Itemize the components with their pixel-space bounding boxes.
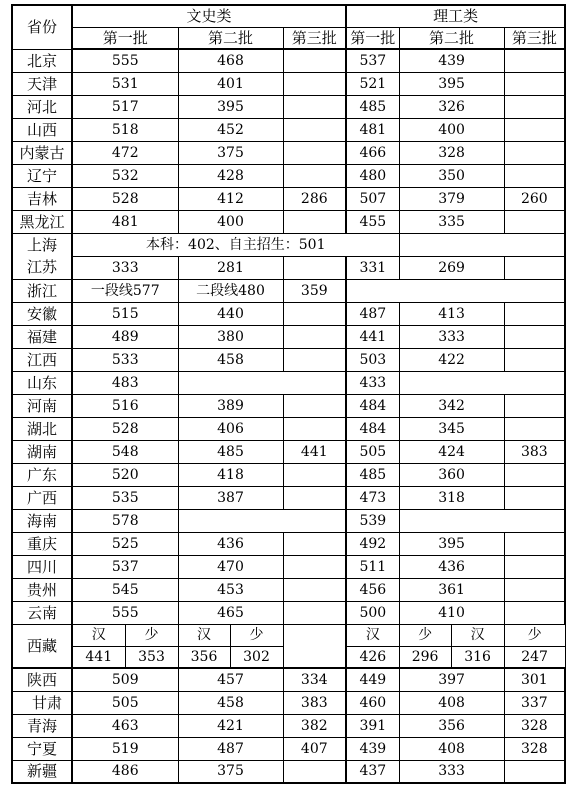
table-row-r1-6	[12, 187, 565, 210]
wenshi-batch3-score	[283, 578, 346, 601]
wenshi-batch1-score: 535	[72, 486, 178, 509]
table-row-r1-1	[12, 72, 565, 95]
province-name: 天津	[12, 72, 72, 95]
ligong-batch3-score	[504, 463, 565, 486]
ligong-batch1-score: 331	[346, 256, 399, 279]
ligong-batch2-score: 326	[399, 95, 504, 118]
province-name: 上海	[12, 233, 72, 256]
ligong-batch1-score: 485	[346, 463, 399, 486]
wenshi-batch2-score: 440	[178, 302, 283, 325]
province-name: 新疆	[12, 760, 72, 783]
wenshi-batch3-score: 286	[283, 187, 346, 210]
province-name: 浙江	[12, 279, 72, 302]
header-wenshi-batch3: 第三批	[283, 27, 346, 49]
ligong-batch1-score: 481	[346, 118, 399, 141]
ligong-batch3-score	[504, 72, 565, 95]
ligong-batch1-score: 487	[346, 302, 399, 325]
ligong-batch2-score: 318	[399, 486, 504, 509]
ligong-batch2-score: 269	[399, 256, 504, 279]
ligong-batch3-score	[504, 164, 565, 187]
wenshi-batch3-score	[283, 256, 346, 279]
ligong-batch3-score	[504, 95, 565, 118]
wenshi-batch1-shao-score: 353	[125, 646, 178, 668]
ligong-batch2-score: 333	[399, 760, 504, 783]
province-name: 河南	[12, 394, 72, 417]
wenshi-batch3-score: 359	[283, 279, 346, 302]
header-ligong-batch2: 第二批	[399, 27, 504, 49]
province-name: 湖北	[12, 417, 72, 440]
wenshi-batch1-han-label: 汉	[72, 624, 125, 646]
header-row-batches	[12, 27, 565, 49]
province-name: 北京	[12, 49, 72, 72]
table-row-hainan	[12, 509, 565, 532]
ligong-batch2-score: 436	[399, 555, 504, 578]
ligong-batch3-score	[504, 325, 565, 348]
province-name: 山东	[12, 371, 72, 394]
shanghai-blank	[399, 233, 565, 256]
table-row-r5-1	[12, 691, 565, 714]
wenshi-batch3-score	[283, 164, 346, 187]
wenshi-batch1-score: 509	[72, 668, 178, 691]
ligong-batch2-score: 395	[399, 72, 504, 95]
province-name: 江西	[12, 348, 72, 371]
wenshi-batch1-score: 528	[72, 187, 178, 210]
ligong-batch2-score: 345	[399, 417, 504, 440]
wenshi-batch1-score: 333	[72, 256, 178, 279]
wenshi-batch3-score	[283, 532, 346, 555]
wenshi-batch3-score	[283, 325, 346, 348]
ligong-batch3-score	[504, 49, 565, 72]
wenshi-batch2-han-score: 356	[178, 646, 230, 668]
ligong-batch3-score: 337	[504, 691, 565, 714]
ligong-batch2-score: 342	[399, 394, 504, 417]
table-row-r4-2	[12, 578, 565, 601]
wenshi-batch3-score	[283, 463, 346, 486]
wenshi-batch2-score: 375	[178, 141, 283, 164]
ligong-batch2-score: 350	[399, 164, 504, 187]
wenshi-batch1-score: 一段线577	[72, 279, 178, 302]
wenshi-batch1-score: 505	[72, 691, 178, 714]
header-wenshi-batch1: 第一批	[72, 27, 178, 49]
ligong-batch2-score: 439	[399, 49, 504, 72]
wenshi-batch1-score: 472	[72, 141, 178, 164]
ligong-batch1-score: 505	[346, 440, 399, 463]
ligong-batch1-score: 503	[346, 348, 399, 371]
ligong-batch2-score: 379	[399, 187, 504, 210]
shandong-ligong-blank	[399, 371, 565, 394]
ligong-batch1-score: 500	[346, 601, 399, 624]
ligong-batch3-score: 301	[504, 668, 565, 691]
ligong-batch3-score	[504, 417, 565, 440]
table-row-r3-3	[12, 463, 565, 486]
province-name: 甘肃	[12, 691, 72, 714]
wenshi-batch1-score: 519	[72, 737, 178, 760]
ligong-batch1-shao-label: 少	[399, 624, 451, 646]
ligong-batch1-score: 473	[346, 486, 399, 509]
wenshi-batch2-shao-score: 302	[230, 646, 283, 668]
score-table-sheet	[11, 4, 564, 785]
ligong-batch1-score: 484	[346, 417, 399, 440]
admission-score-table	[11, 4, 566, 784]
table-row-r5-0	[12, 668, 565, 691]
ligong-batch3-score	[504, 601, 565, 624]
ligong-batch3-score	[504, 578, 565, 601]
ligong-batch2-score: 397	[399, 668, 504, 691]
ligong-batch2-score: 413	[399, 302, 504, 325]
xizang-wenshi-batch3-blank	[283, 624, 346, 668]
table-row-r5-2	[12, 714, 565, 737]
wenshi-batch2-score: 375	[178, 760, 283, 783]
header-ligong-batch3: 第三批	[504, 27, 565, 49]
ligong-batch2-shao-label: 少	[504, 624, 565, 646]
ligong-batch1-score: 460	[346, 691, 399, 714]
ligong-batch2-score: 356	[399, 714, 504, 737]
wenshi-batch2-score: 401	[178, 72, 283, 95]
header-province: 省份	[12, 5, 72, 49]
header-ligong-batch1: 第一批	[346, 27, 399, 49]
province-name: 山西	[12, 118, 72, 141]
ligong-batch1-score: 539	[346, 509, 399, 532]
wenshi-batch2-score: 406	[178, 417, 283, 440]
ligong-batch2-score: 400	[399, 118, 504, 141]
province-name: 四川	[12, 555, 72, 578]
hainan-wenshi-blank	[178, 509, 346, 532]
table-row-shandong	[12, 371, 565, 394]
table-row-r2-1	[12, 325, 565, 348]
table-row-r2-0	[12, 302, 565, 325]
wenshi-batch1-score: 555	[72, 49, 178, 72]
province-name: 陕西	[12, 668, 72, 691]
table-row-xizang-labels	[12, 624, 565, 646]
wenshi-batch1-score: 548	[72, 440, 178, 463]
table-row-r5-4	[12, 760, 565, 783]
hainan-ligong-blank	[399, 509, 565, 532]
table-row-r3-2	[12, 440, 565, 463]
wenshi-batch3-score	[283, 394, 346, 417]
wenshi-batch3-score	[283, 760, 346, 783]
wenshi-batch3-score: 383	[283, 691, 346, 714]
wenshi-batch2-score: 487	[178, 737, 283, 760]
province-name: 贵州	[12, 578, 72, 601]
province-name: 江苏	[12, 256, 72, 279]
ligong-batch2-score: 408	[399, 691, 504, 714]
table-row-r4-3	[12, 601, 565, 624]
ligong-batch1-score: 391	[346, 714, 399, 737]
ligong-batch3-score: 383	[504, 440, 565, 463]
wenshi-batch2-score: 二段线480	[178, 279, 283, 302]
header-group-ligong: 理工类	[346, 5, 565, 27]
ligong-batch1-han-score: 426	[346, 646, 399, 668]
table-row-zhejiang	[12, 279, 565, 302]
province-name: 黑龙江	[12, 210, 72, 233]
header-wenshi-batch2: 第二批	[178, 27, 283, 49]
ligong-batch1-score: 537	[346, 49, 399, 72]
province-name: 湖南	[12, 440, 72, 463]
wenshi-batch2-han-label: 汉	[178, 624, 230, 646]
ligong-batch1-score: 466	[346, 141, 399, 164]
ligong-batch3-score	[504, 760, 565, 783]
ligong-batch3-score	[504, 256, 565, 279]
table-row-jiangsu	[12, 256, 565, 279]
wenshi-batch2-score: 412	[178, 187, 283, 210]
ligong-batch1-shao-score: 296	[399, 646, 451, 668]
ligong-batch2-score: 408	[399, 737, 504, 760]
table-row-r1-0	[12, 49, 565, 72]
ligong-batch2-shao-score: 247	[504, 646, 565, 668]
ligong-batch1-score: 456	[346, 578, 399, 601]
table-row-r1-5	[12, 164, 565, 187]
wenshi-batch1-score: 531	[72, 72, 178, 95]
ligong-batch1-score: 521	[346, 72, 399, 95]
ligong-batch2-han-score: 316	[451, 646, 504, 668]
ligong-batch1-score: 455	[346, 210, 399, 233]
wenshi-batch2-score: 395	[178, 95, 283, 118]
table-row-r3-4	[12, 486, 565, 509]
ligong-batch3-score	[504, 532, 565, 555]
wenshi-batch2-score: 468	[178, 49, 283, 72]
wenshi-batch3-score	[283, 348, 346, 371]
wenshi-batch2-score: 470	[178, 555, 283, 578]
wenshi-batch3-score: 382	[283, 714, 346, 737]
province-name: 吉林	[12, 187, 72, 210]
table-row-r3-0	[12, 394, 565, 417]
ligong-batch2-score: 335	[399, 210, 504, 233]
ligong-batch1-score: 439	[346, 737, 399, 760]
province-name: 安徽	[12, 302, 72, 325]
ligong-batch1-score: 507	[346, 187, 399, 210]
ligong-batch1-han-label: 汉	[346, 624, 399, 646]
province-name: 青海	[12, 714, 72, 737]
table-row-r2-2	[12, 348, 565, 371]
wenshi-batch3-score	[283, 486, 346, 509]
wenshi-batch1-score: 463	[72, 714, 178, 737]
wenshi-batch3-score	[283, 601, 346, 624]
header-row-groups	[12, 5, 565, 27]
province-name: 重庆	[12, 532, 72, 555]
wenshi-batch2-score: 418	[178, 463, 283, 486]
ligong-batch3-score	[504, 486, 565, 509]
province-name: 河北	[12, 95, 72, 118]
ligong-batch3-score	[504, 555, 565, 578]
wenshi-batch2-score: 400	[178, 210, 283, 233]
wenshi-batch3-score: 441	[283, 440, 346, 463]
wenshi-batch2-score: 389	[178, 394, 283, 417]
table-row-r3-1	[12, 417, 565, 440]
wenshi-batch1-score: 483	[72, 371, 178, 394]
ligong-batch3-score	[504, 394, 565, 417]
table-row-r5-3	[12, 737, 565, 760]
wenshi-batch1-score: 525	[72, 532, 178, 555]
wenshi-batch1-score: 518	[72, 118, 178, 141]
wenshi-batch3-score: 407	[283, 737, 346, 760]
ligong-batch2-score: 395	[399, 532, 504, 555]
wenshi-batch3-score	[283, 210, 346, 233]
ligong-batch2-score: 422	[399, 348, 504, 371]
wenshi-batch3-score	[283, 302, 346, 325]
wenshi-batch2-score: 421	[178, 714, 283, 737]
ligong-batch3-score: 328	[504, 737, 565, 760]
wenshi-batch2-score: 457	[178, 668, 283, 691]
province-name: 西藏	[12, 624, 72, 668]
ligong-batch1-score: 492	[346, 532, 399, 555]
province-name: 广东	[12, 463, 72, 486]
wenshi-batch1-shao-label: 少	[125, 624, 178, 646]
ligong-batch1-score: 433	[346, 371, 399, 394]
wenshi-batch1-score: 532	[72, 164, 178, 187]
table-row-shanghai	[12, 233, 565, 256]
wenshi-batch1-score: 516	[72, 394, 178, 417]
wenshi-batch2-score: 452	[178, 118, 283, 141]
wenshi-batch1-score: 481	[72, 210, 178, 233]
province-name: 内蒙古	[12, 141, 72, 164]
ligong-batch1-score: 484	[346, 394, 399, 417]
wenshi-batch3-score	[283, 118, 346, 141]
wenshi-batch1-score: 489	[72, 325, 178, 348]
wenshi-batch1-score: 537	[72, 555, 178, 578]
ligong-batch1-score: 485	[346, 95, 399, 118]
wenshi-batch1-score: 545	[72, 578, 178, 601]
wenshi-batch2-score: 428	[178, 164, 283, 187]
header-group-wenshi: 文史类	[72, 5, 346, 27]
ligong-batch3-score	[504, 210, 565, 233]
wenshi-batch1-score: 517	[72, 95, 178, 118]
ligong-batch1-score: 511	[346, 555, 399, 578]
wenshi-batch1-score: 515	[72, 302, 178, 325]
wenshi-batch2-score: 485	[178, 440, 283, 463]
shandong-wenshi-blank	[178, 371, 346, 394]
province-name: 辽宁	[12, 164, 72, 187]
ligong-batch2-score: 424	[399, 440, 504, 463]
wenshi-batch1-score: 486	[72, 760, 178, 783]
ligong-batch1-score: 480	[346, 164, 399, 187]
wenshi-batch1-score: 578	[72, 509, 178, 532]
ligong-batch2-score: 328	[399, 141, 504, 164]
wenshi-batch1-score: 520	[72, 463, 178, 486]
wenshi-batch2-score: 281	[178, 256, 283, 279]
province-name: 海南	[12, 509, 72, 532]
wenshi-batch2-score: 436	[178, 532, 283, 555]
shanghai-note: 本科：402、自主招生：501	[72, 233, 399, 256]
wenshi-batch2-shao-label: 少	[230, 624, 283, 646]
ligong-batch1-score: 449	[346, 668, 399, 691]
wenshi-batch2-score: 458	[178, 691, 283, 714]
ligong-batch1-score: 441	[346, 325, 399, 348]
wenshi-batch2-score: 458	[178, 348, 283, 371]
province-name: 宁夏	[12, 737, 72, 760]
ligong-batch3-score: 260	[504, 187, 565, 210]
wenshi-batch2-score: 465	[178, 601, 283, 624]
wenshi-batch1-score: 528	[72, 417, 178, 440]
ligong-batch2-score: 360	[399, 463, 504, 486]
wenshi-batch1-score: 533	[72, 348, 178, 371]
wenshi-batch1-score: 555	[72, 601, 178, 624]
ligong-batch1-score: 437	[346, 760, 399, 783]
ligong-batch2-score: 361	[399, 578, 504, 601]
zhejiang-ligong-blank	[346, 279, 565, 302]
table-row-r4-0	[12, 532, 565, 555]
ligong-batch3-score	[504, 118, 565, 141]
ligong-batch3-score: 328	[504, 714, 565, 737]
ligong-batch3-score	[504, 348, 565, 371]
province-name: 广西	[12, 486, 72, 509]
wenshi-batch2-score: 453	[178, 578, 283, 601]
ligong-batch2-han-label: 汉	[451, 624, 504, 646]
province-name: 福建	[12, 325, 72, 348]
wenshi-batch3-score	[283, 141, 346, 164]
wenshi-batch3-score: 334	[283, 668, 346, 691]
wenshi-batch3-score	[283, 49, 346, 72]
wenshi-batch3-score	[283, 72, 346, 95]
wenshi-batch3-score	[283, 555, 346, 578]
table-row-r1-4	[12, 141, 565, 164]
wenshi-batch3-score	[283, 95, 346, 118]
wenshi-batch3-score	[283, 417, 346, 440]
province-name: 云南	[12, 601, 72, 624]
wenshi-batch2-score: 380	[178, 325, 283, 348]
table-row-r1-2	[12, 95, 565, 118]
table-row-r4-1	[12, 555, 565, 578]
wenshi-batch2-score: 387	[178, 486, 283, 509]
table-row-r1-7	[12, 210, 565, 233]
ligong-batch2-score: 333	[399, 325, 504, 348]
wenshi-batch1-han-score: 441	[72, 646, 125, 668]
ligong-batch3-score	[504, 302, 565, 325]
ligong-batch2-score: 410	[399, 601, 504, 624]
ligong-batch3-score	[504, 141, 565, 164]
table-row-r1-3	[12, 118, 565, 141]
